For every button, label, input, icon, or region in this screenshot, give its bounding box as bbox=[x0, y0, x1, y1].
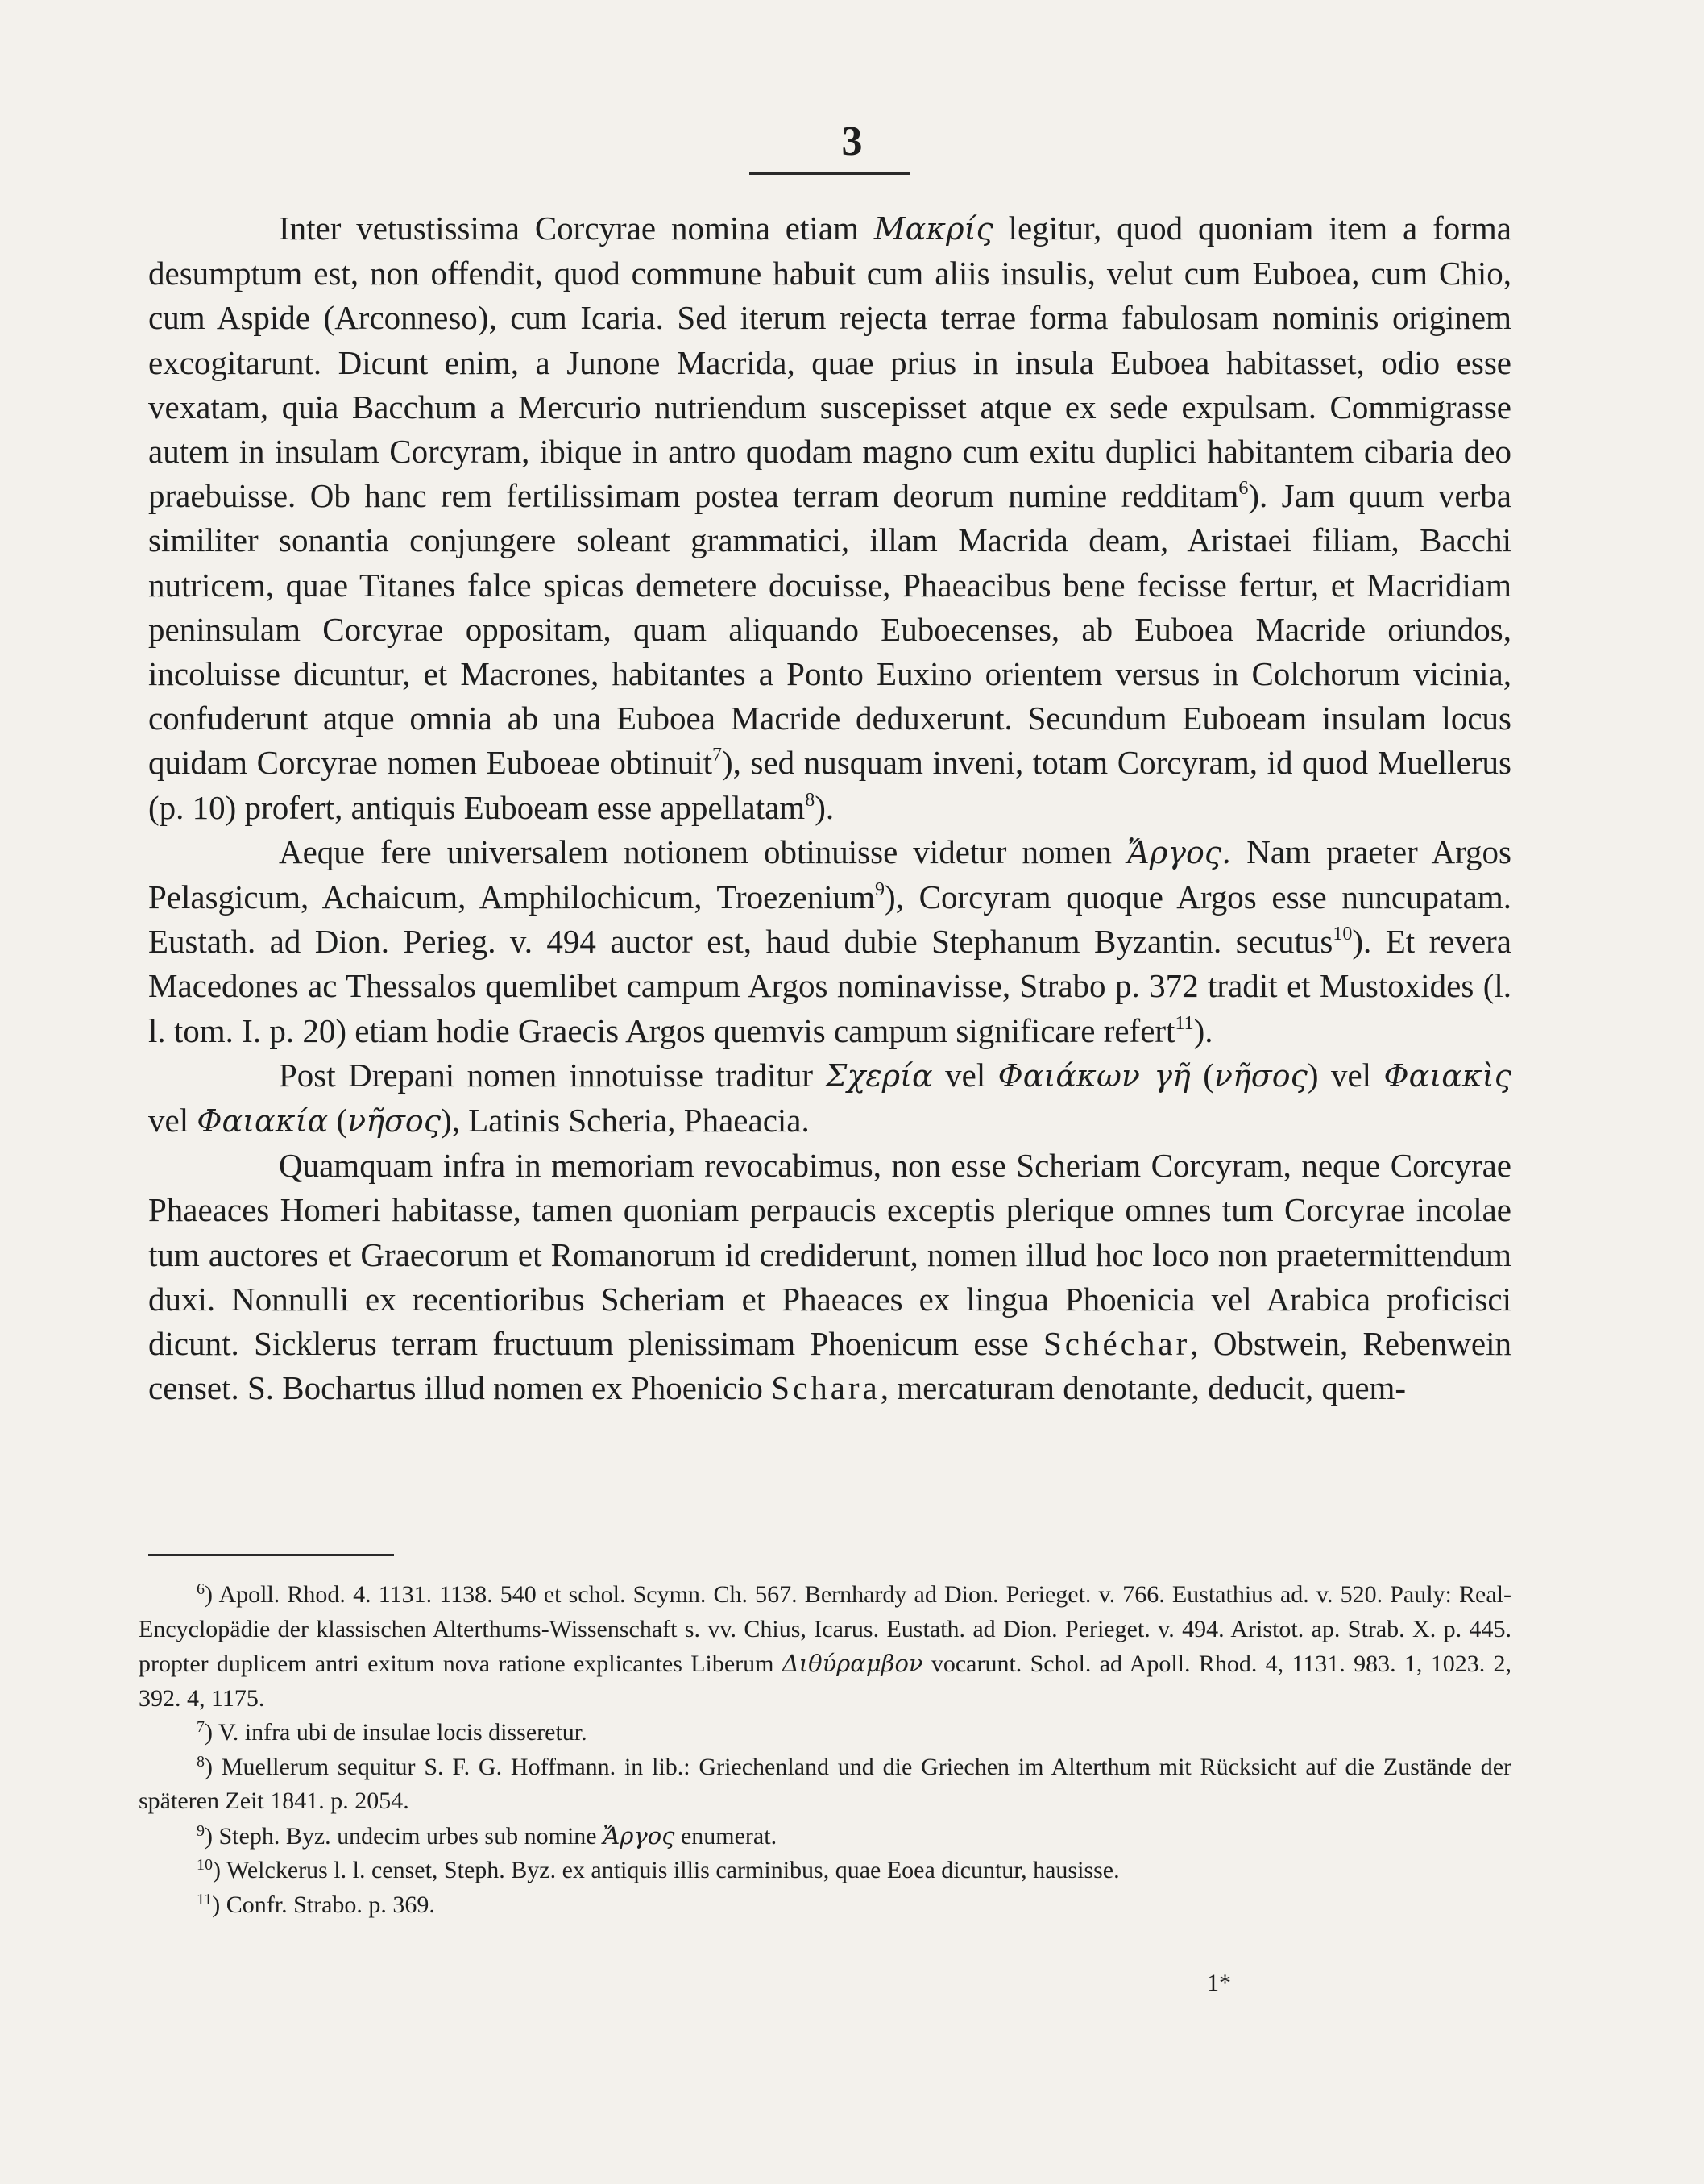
greek-word: Ἄργος. bbox=[1127, 834, 1232, 870]
greek-word: Διθύραμβον bbox=[782, 1650, 923, 1677]
text-run: vel bbox=[148, 1102, 197, 1140]
text-run: ) vel bbox=[1307, 1056, 1384, 1094]
signature-mark: 1* bbox=[1207, 1970, 1231, 1996]
greek-word: νῆσος bbox=[1213, 1057, 1308, 1094]
footnote-6 bbox=[139, 1578, 1511, 1716]
page-number: 3 bbox=[841, 118, 863, 164]
footnote-number: 11 bbox=[197, 1890, 213, 1908]
paragraph-1 bbox=[148, 206, 1511, 830]
footnote-ref-7: 7 bbox=[712, 745, 722, 766]
text-run: , mercaturam denotante, deducit, quem- bbox=[880, 1369, 1407, 1407]
text-run: Post Drepani nomen innotuisse traditur bbox=[279, 1056, 826, 1094]
footnote-11 bbox=[139, 1888, 1511, 1923]
paragraph-4 bbox=[148, 1144, 1511, 1410]
text-run: ). Et revera Macedones ac Thessalos quemlibet campum Argos nominavisse, Strabo p. 372 tradit et Mustoxides (l. l. tom. I. p. 20) etiam hodie Graecis Argos quemvis campum significare refert bbox=[148, 923, 1511, 1049]
text-run: ( bbox=[1190, 1056, 1214, 1094]
footnote-ref-9: 9 bbox=[875, 879, 885, 901]
greek-word: Ἄργος bbox=[603, 1821, 675, 1850]
text-run: ). bbox=[1193, 1011, 1213, 1049]
footnote-text: ) Apoll. Rhod. 4. 1131. 1138. 540 et schol. Scymn. Ch. 567. Bernhardy ad Dion. Perieget. v. 766. Eustathius ad. v. 520. Pauly: Real-Encyclopädie der klassischen Alterthums-Wissenschaft s. vv. Chius, Icarus. Eustath. ad Dion. Perieget. v. 494. Aristot. ap. Strab. X. p. 445. propter duplicem antri exitum nova ratione explicantes Liberum bbox=[139, 1581, 1511, 1677]
footnote-8 bbox=[139, 1750, 1511, 1819]
footnote-ref-6: 6 bbox=[1238, 478, 1249, 500]
greek-word: Φαιακὶς bbox=[1383, 1057, 1511, 1094]
text-run: Aeque fere universalem notionem obtinuisse videtur nomen bbox=[279, 832, 1128, 870]
footnote-9 bbox=[139, 1819, 1511, 1854]
text-run: ), Latinis Scheria, Phaeacia. bbox=[441, 1102, 810, 1140]
footnote-text: ) Confr. Strabo. p. 369. bbox=[212, 1891, 435, 1918]
text-run: ( bbox=[328, 1102, 348, 1140]
text-run: , Obstwein, Rebenwein censet. S. Bochartus illud nomen ex Phoenicio bbox=[148, 1325, 1511, 1407]
text-run: vel bbox=[932, 1056, 998, 1094]
footnote-rule bbox=[148, 1554, 394, 1556]
footnote-text: ) V. infra ubi de insulae locis disseretur. bbox=[205, 1719, 587, 1746]
text-run: ), Corcyram quoque Argos esse nuncupatam. Eustath. ad Dion. Perieg. v. 494 auctor est, haud dubie Stephanum Byzantin. secutus bbox=[148, 878, 1511, 961]
footnote-text: ) Steph. Byz. undecim urbes sub nomine bbox=[205, 1822, 603, 1850]
text-run: ). Jam quum verba similiter sonantia conjungere soleant grammatici, illam Macrida deam, Aristaei filiam, Bacchi nutricem, quae Titanes falce spicas demetere docuisse, Phaeacibus bene fecisse fertur, et Macridiam peninsulam Corcyrae oppositam, quam aliquando Euboecenses, ab Euboea Macride oriundos, incoluisse dicuntur, et Macrones, habitantes a Ponto Euxino orientem versus in Colchorum vicinia, confuderunt atque omnia ab una Euboea Macride deduxerunt. Secundum Euboeam insulam locus quidam Corcyrae nomen Euboeae obtinuit bbox=[148, 477, 1511, 782]
paragraph-2 bbox=[148, 830, 1511, 1053]
footnote-ref-8: 8 bbox=[805, 789, 815, 811]
main-text bbox=[148, 206, 1511, 1410]
footnote-number: 9 bbox=[197, 1821, 205, 1840]
text-run: Quamquam infra in memoriam revocabimus, non esse Scheriam Corcyram, neque Corcyrae Phaeaces Homeri habitasse, tamen quoniam perpaucis exceptis plerique omnes tum Corcyrae incolae tum auctores et Graecorum et Romanorum id crediderunt, nomen illud hoc loco non praetermittendum duxi. Nonnulli ex recentioribus Scheriam et Phaeaces ex lingua Phoenicia vel Arabica proficisci dicunt. Sicklerus terram fructuum plenissimam Phoenicum esse bbox=[148, 1147, 1511, 1363]
footnote-number: 7 bbox=[197, 1718, 205, 1736]
footnote-ref-10: 10 bbox=[1333, 924, 1353, 945]
greek-word: Φαιάκων γῆ bbox=[997, 1057, 1191, 1094]
footnote-text: vocarunt. Schol. ad Apoll. Rhod. 4, 1131. 983. 1, 1023. 2, 392. 4, 1175. bbox=[139, 1650, 1511, 1712]
footnote-text: ) Welckerus l. l. censet, Steph. Byz. ex antiquis illis carminibus, quae Eoea dicuntur, hausisse. bbox=[213, 1857, 1120, 1883]
text-run: ), sed nusquam inveni, totam Corcyram, id quod Muellerus (p. 10) profert, antiquis Euboeam esse appellatam bbox=[148, 744, 1511, 826]
greek-word: Μακρίς bbox=[873, 211, 993, 247]
header-rule bbox=[749, 172, 910, 175]
footnote-number: 10 bbox=[197, 1856, 213, 1874]
footnote-ref-11: 11 bbox=[1175, 1012, 1194, 1034]
footnote-number: 8 bbox=[197, 1752, 205, 1771]
spaced-word: Schara bbox=[771, 1369, 881, 1407]
text-run: ). bbox=[815, 788, 835, 826]
greek-word: Σχερία bbox=[825, 1057, 933, 1094]
text-run: legitur, quod quoniam item a forma desumptum est, non offendit, quod commune habuit cum aliis insulis, velut cum Euboea, cum Chio, cum Aspide (Arconneso), cum Icaria. Sed iterum rejecta terrae forma fabulosam nominis originem excogitarunt. Dicunt enim, a Junone Macrida, quae prius in insula Euboea habitasset, odio esse vexatam, quia Bacchum a Mercurio nutriendum suscepisset atque ex sede expulsam. Commigrasse autem in insulam Corcyram, ibique in antro quodam magno cum exitu duplici habitantem cibaria deo praebuisse. Ob hanc rem fertilissimam postea terram deorum numine redditam bbox=[148, 210, 1512, 515]
footnote-number: 6 bbox=[197, 1580, 205, 1598]
greek-word: Φαιακία bbox=[197, 1103, 329, 1140]
footnote-text: ) Muellerum sequitur S. F. G. Hoffmann. in lib.: Griechenland und die Griechen im Alterthum mit Rücksicht auf die Zustände der späteren Zeit 1841. p. 2054. bbox=[139, 1753, 1511, 1814]
footnotes bbox=[139, 1578, 1511, 1922]
paragraph-3 bbox=[148, 1053, 1511, 1144]
text-run: Inter vetustissima Corcyrae nomina etiam bbox=[279, 210, 874, 247]
greek-word: νῆσος bbox=[347, 1103, 442, 1140]
footnote-7 bbox=[139, 1716, 1511, 1750]
footnote-text: enumerat. bbox=[674, 1822, 777, 1850]
spaced-word: Schéchar bbox=[1043, 1325, 1191, 1363]
text-run: Nam praeter Argos Pelasgicum, Achaicum, Amphilochicum, Troezenium bbox=[148, 832, 1511, 916]
footnote-10 bbox=[139, 1854, 1511, 1888]
